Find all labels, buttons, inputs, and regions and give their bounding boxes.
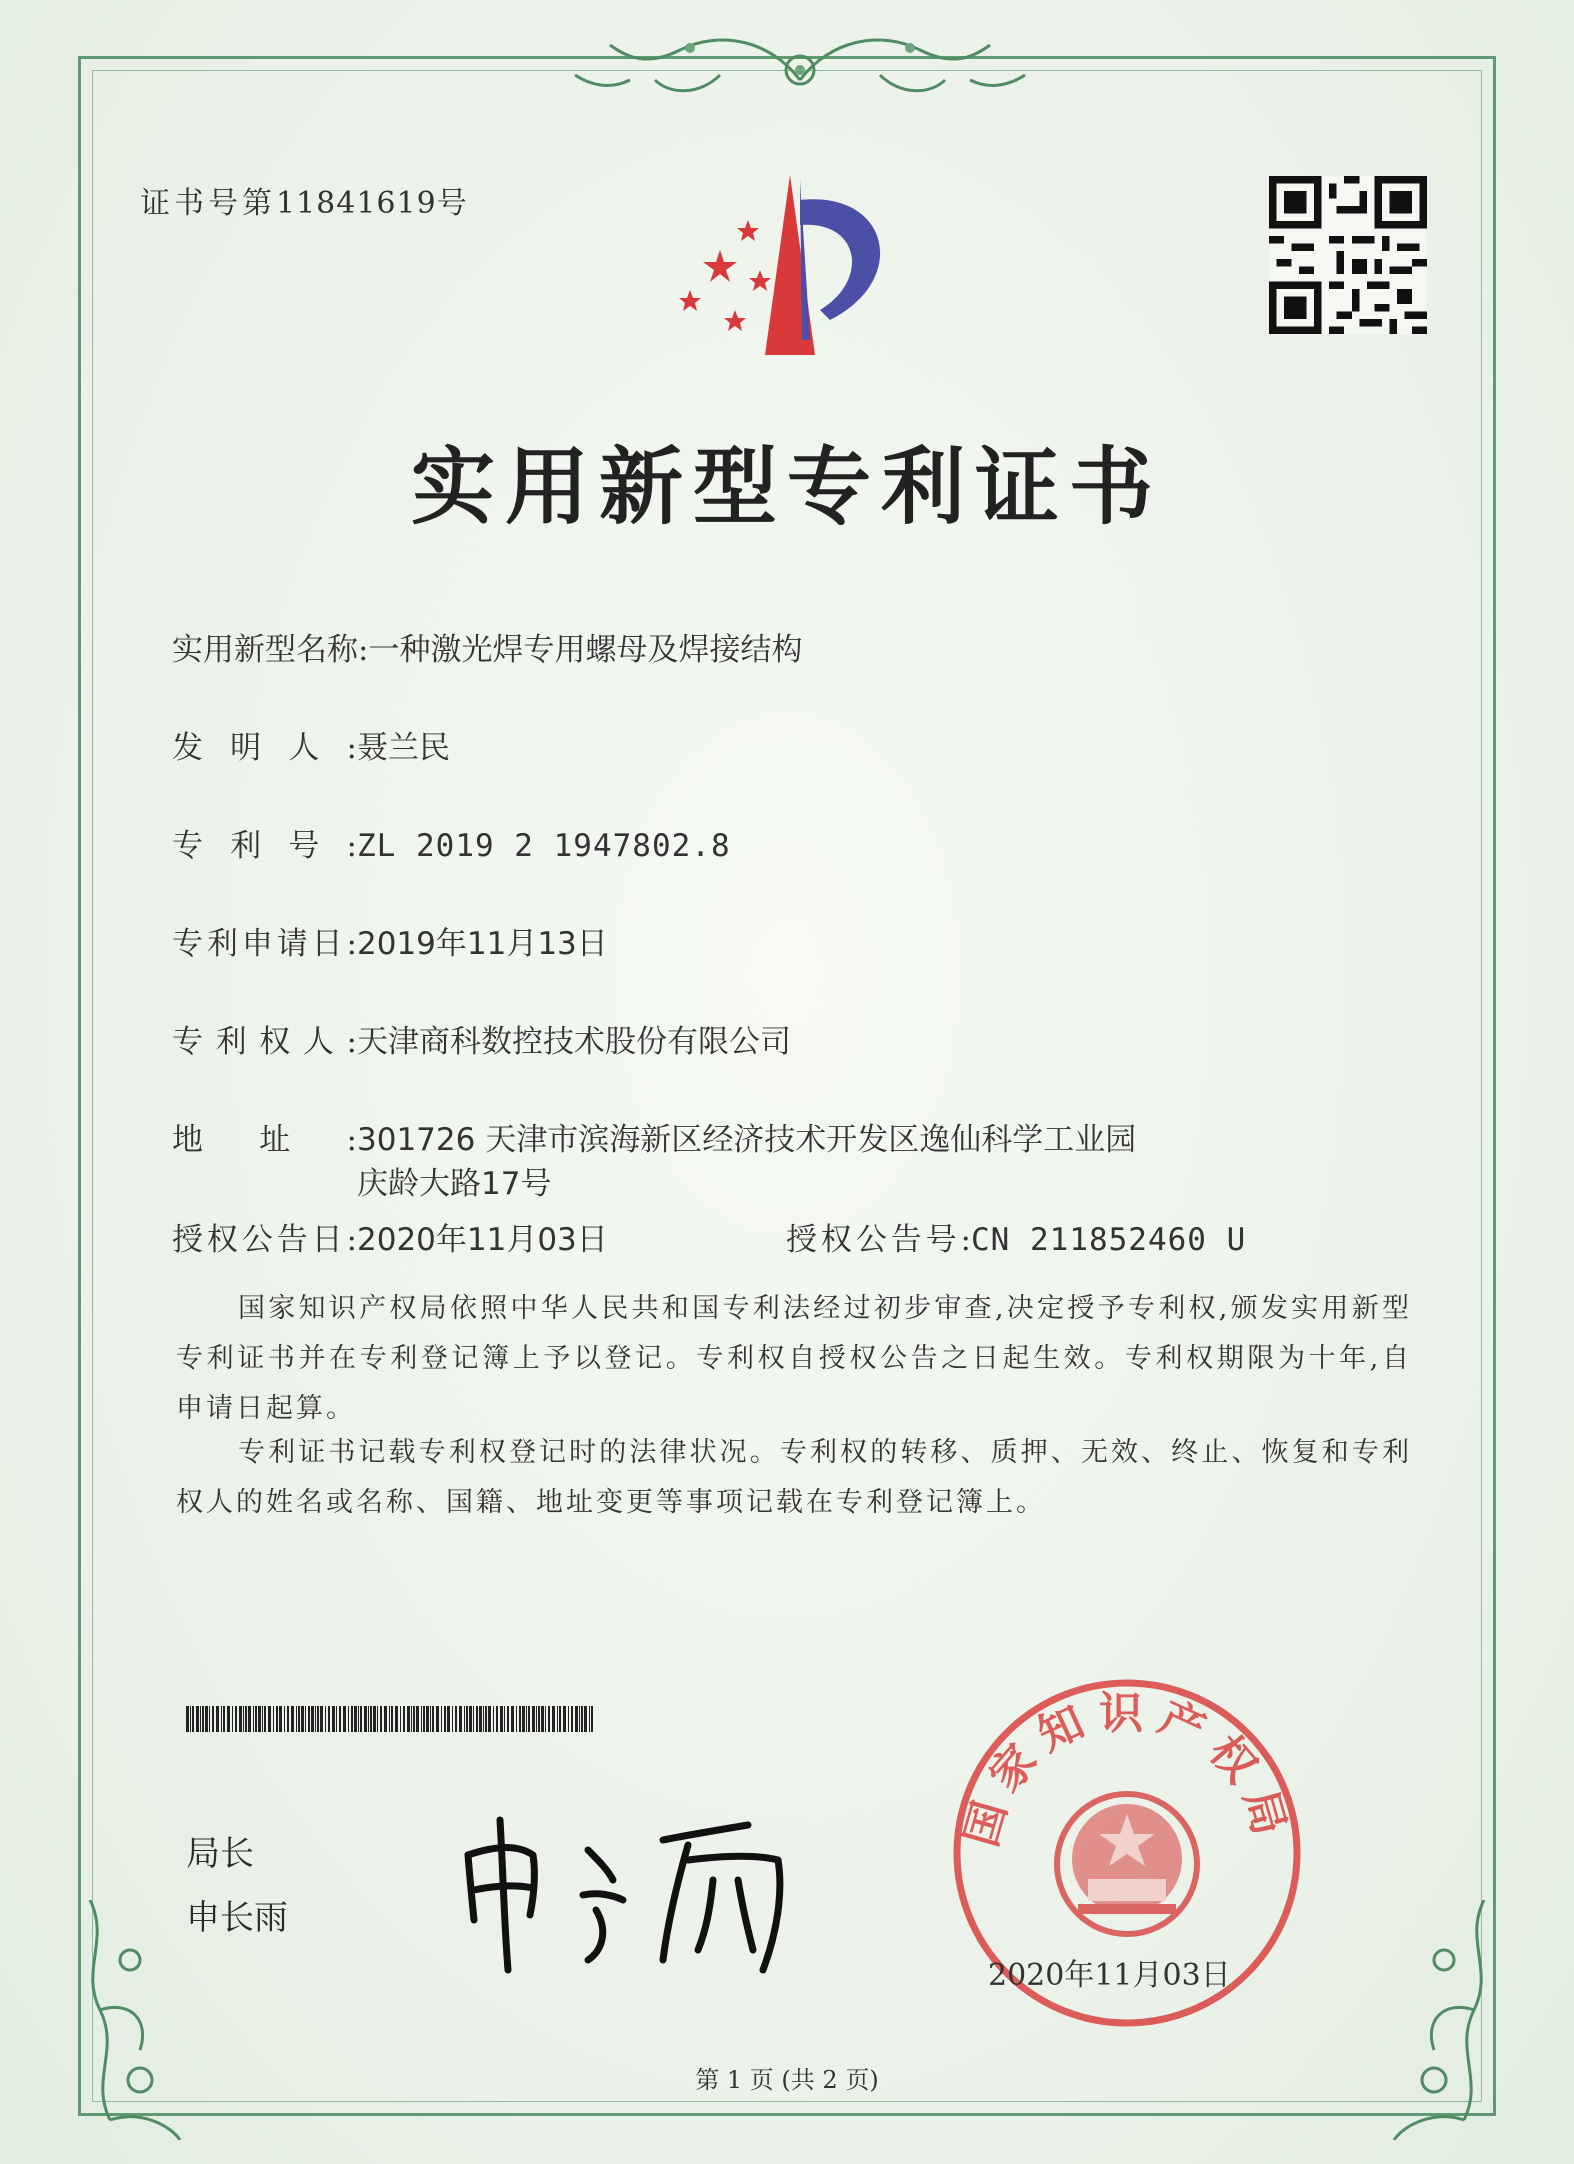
address-row — [172, 1114, 1136, 1159]
barcode-bar — [447, 1706, 450, 1732]
barcode-bar — [519, 1706, 521, 1732]
barcode-bar — [488, 1706, 491, 1732]
grant-date-label: 授权公告日: — [172, 1222, 357, 1258]
address-line-2: 庆龄大路17号 — [357, 1166, 552, 1202]
utility-model-name-label: 实用新型名称: — [172, 632, 369, 668]
barcode-bar — [239, 1706, 242, 1732]
barcode-bar — [432, 1706, 434, 1732]
barcode-bar — [579, 1706, 580, 1732]
barcode-bar — [416, 1706, 419, 1732]
utility-model-name-value: 一种激光焊专用螺母及焊接结构 — [368, 632, 803, 668]
address-label: 地址: — [172, 1122, 357, 1158]
barcode-bar — [455, 1706, 457, 1732]
barcode-bar — [563, 1706, 566, 1732]
barcode-bar — [273, 1706, 274, 1732]
barcode-bar — [332, 1706, 335, 1732]
barcode-bar — [305, 1706, 306, 1732]
barcode-bar — [264, 1706, 266, 1732]
barcode-bar — [411, 1706, 412, 1732]
barcode-bar — [479, 1706, 482, 1732]
barcode-bar — [216, 1706, 219, 1732]
barcode-bar — [370, 1706, 372, 1732]
director-name: 申长雨 — [186, 1898, 288, 1938]
barcode-bar — [557, 1706, 558, 1732]
barcode-bar — [205, 1706, 208, 1732]
barcode-bar — [423, 1706, 425, 1732]
barcode-bar — [351, 1706, 353, 1732]
barcode-bar — [538, 1706, 540, 1732]
certificate-number-value: 11841619 — [276, 186, 437, 221]
barcode-bar — [186, 1706, 189, 1732]
barcode-bar — [317, 1706, 319, 1732]
barcode-bar — [504, 1706, 505, 1732]
filing-date-label: 专利申请日: — [172, 926, 357, 962]
barcode-bar — [391, 1706, 393, 1732]
barcode-bar — [473, 1706, 474, 1732]
barcode-bar — [209, 1706, 210, 1732]
director-signature — [448, 1800, 808, 1980]
barcode-bar — [545, 1706, 546, 1732]
barcode-bar — [336, 1706, 337, 1732]
barcode-bar — [532, 1706, 535, 1732]
barcode-bar — [245, 1706, 247, 1732]
barcode-bar — [541, 1706, 544, 1732]
patent-number-row — [172, 820, 731, 865]
patentee-value: 天津商科数控技术股份有限公司 — [357, 1024, 791, 1060]
barcode-bar — [311, 1706, 314, 1732]
grant-number-row — [786, 1214, 1246, 1259]
barcode-bar — [296, 1706, 297, 1732]
body-paragraph-2: 专利证书记载专利权登记时的法律状况。专利权的转移、质押、无效、终止、恢复和专利权人的姓名或名称、国籍、地址变更等事项记载在专利登记簿上。 — [176, 1437, 1412, 1518]
body-paragraph-1: 国家知识产权局依照中华人民共和国专利法经过初步审查,决定授予专利权,颁发实用新型专利证书并在专利登记簿上予以登记。专利权自授权公告之日起生效。专利权期限为十年,自申请日起算。 — [176, 1293, 1412, 1424]
barcode-bar — [430, 1706, 431, 1732]
barcode-bar — [262, 1706, 263, 1732]
barcode-bar — [325, 1706, 326, 1732]
grant-date-value: 2020年11月03日 — [357, 1222, 608, 1258]
barcode-bar — [200, 1706, 201, 1732]
certificate-number-label: 证书号第 — [140, 186, 276, 221]
patent-office-logo — [660, 170, 910, 360]
barcode-bar — [389, 1706, 390, 1732]
barcode-bar — [196, 1706, 199, 1732]
barcode-bar — [339, 1706, 341, 1732]
patentee-row — [172, 1016, 791, 1061]
barcode-bar — [315, 1706, 316, 1732]
barcode-bar — [500, 1706, 503, 1732]
certificate-number — [140, 178, 471, 222]
barcode-bar — [255, 1706, 257, 1732]
barcode-bar — [483, 1706, 484, 1732]
address-line-1: 301726 天津市滨海新区经济技术开发区逸仙科学工业园 — [357, 1122, 1137, 1158]
barcode-bar — [380, 1706, 382, 1732]
barcode-bar — [548, 1706, 550, 1732]
barcode-bar — [395, 1706, 398, 1732]
barcode-bar — [276, 1706, 278, 1732]
barcode-bar — [536, 1706, 537, 1732]
barcode-bar — [221, 1706, 222, 1732]
qr-code — [1268, 176, 1428, 334]
patent-number-label: 专利号: — [172, 828, 357, 864]
barcode-bar — [364, 1706, 367, 1732]
barcode-bar — [320, 1706, 323, 1732]
director-title: 局长 — [186, 1834, 254, 1874]
barcode-bar — [190, 1706, 191, 1732]
barcode-bar — [522, 1706, 525, 1732]
barcode-bar — [287, 1706, 289, 1732]
barcode-bar — [253, 1706, 254, 1732]
barcode-bar — [589, 1706, 590, 1732]
patent-number-value: ZL 2019 2 1947802.8 — [357, 828, 731, 864]
barcode-bar — [528, 1706, 530, 1732]
bottom-left-ornament — [70, 1900, 190, 2140]
barcode-bar — [235, 1706, 237, 1732]
barcode-bar — [464, 1706, 465, 1732]
barcode-bar — [202, 1706, 204, 1732]
seal-text: 国家知识产权局 — [955, 1687, 1299, 1853]
filing-date-row — [172, 918, 608, 963]
barcode-bar — [436, 1706, 439, 1732]
grant-number-label: 授权公告号: — [786, 1222, 971, 1258]
barcode-bar — [485, 1706, 487, 1732]
barcode-bar — [559, 1706, 561, 1732]
barcode-bar — [354, 1706, 357, 1732]
barcode-bar — [343, 1706, 346, 1732]
barcode-bar — [459, 1706, 462, 1732]
barcode-bar — [591, 1706, 593, 1732]
barcode-bar — [328, 1706, 330, 1732]
barcode-bar — [212, 1706, 214, 1732]
address-line-2-row — [357, 1158, 551, 1203]
barcode-bar — [466, 1706, 468, 1732]
barcode-bar — [526, 1706, 527, 1732]
barcode-bar — [571, 1706, 573, 1732]
barcode-bar — [373, 1706, 376, 1732]
bottom-right-ornament — [1384, 1900, 1504, 2140]
barcode-bar — [496, 1706, 498, 1732]
barcode-bar — [584, 1706, 587, 1732]
barcode-bar — [368, 1706, 369, 1732]
barcode-bar — [407, 1706, 410, 1732]
inventor-label: 发明人: — [172, 730, 357, 766]
barcode-bar — [348, 1706, 349, 1732]
grant-number-value: CN 211852460 U — [971, 1222, 1247, 1258]
barcode-bar — [441, 1706, 442, 1732]
filing-date-value: 2019年11月13日 — [357, 926, 608, 962]
barcode-bar — [360, 1706, 362, 1732]
inventor-row — [172, 722, 450, 767]
barcode-bar — [227, 1706, 230, 1732]
barcode-bar — [493, 1706, 494, 1732]
barcode-bar — [452, 1706, 453, 1732]
barcode-bar — [298, 1706, 300, 1732]
barcode-bar — [308, 1706, 310, 1732]
barcode-bar — [384, 1706, 387, 1732]
certificate-number-suffix: 号 — [436, 186, 471, 221]
barcode-bar — [232, 1706, 233, 1732]
barcode-bar — [301, 1706, 304, 1732]
inventor-value: 聂兰民 — [357, 730, 450, 766]
barcode-bar — [268, 1706, 271, 1732]
barcode-bar — [568, 1706, 569, 1732]
barcode-bar — [291, 1706, 294, 1732]
barcode-bar — [581, 1706, 583, 1732]
utility-model-name-row — [172, 624, 802, 669]
barcode-bar — [426, 1706, 429, 1732]
certificate-title: 实用新型专利证书 — [410, 437, 1163, 536]
barcode-bar — [476, 1706, 478, 1732]
barcode-bar — [258, 1706, 261, 1732]
seal-date: 2020年11月03日 — [988, 1958, 1231, 1993]
barcode-bar — [575, 1706, 578, 1732]
barcode-bar — [511, 1706, 514, 1732]
top-ornament — [570, 20, 1030, 110]
barcode-bar — [377, 1706, 378, 1732]
barcode-bar — [469, 1706, 472, 1732]
barcode-bar — [507, 1706, 509, 1732]
barcode-bar — [279, 1706, 282, 1732]
barcode-bar — [243, 1706, 244, 1732]
barcode — [186, 1706, 596, 1732]
barcode-bar — [358, 1706, 359, 1732]
barcode-bar — [248, 1706, 251, 1732]
barcode-bar — [421, 1706, 422, 1732]
barcode-bar — [284, 1706, 285, 1732]
barcode-bar — [223, 1706, 225, 1732]
barcode-bar — [403, 1706, 405, 1732]
patentee-label: 专利权人: — [172, 1024, 357, 1060]
barcode-bar — [552, 1706, 555, 1732]
page-indicator: 第 1 页 (共 2 页) — [695, 2066, 879, 2094]
grant-date-row — [172, 1214, 608, 1259]
barcode-bar — [400, 1706, 401, 1732]
barcode-bar — [516, 1706, 517, 1732]
barcode-bar — [444, 1706, 446, 1732]
barcode-bar — [413, 1706, 415, 1732]
barcode-bar — [192, 1706, 194, 1732]
